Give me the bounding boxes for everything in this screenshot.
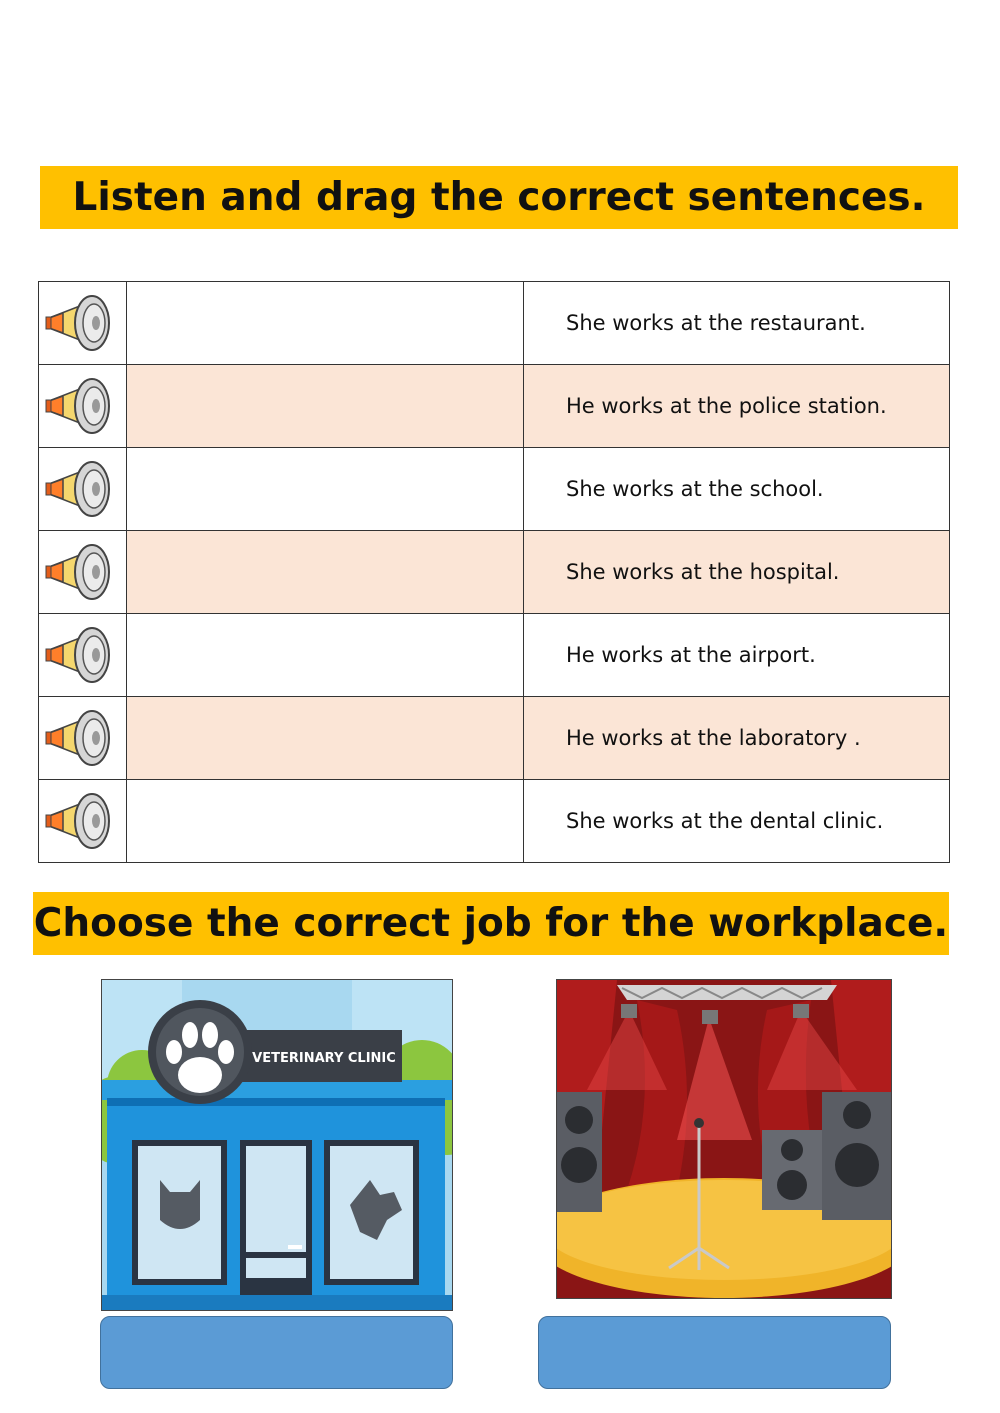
sentence-option[interactable]: She works at the school. <box>524 448 950 531</box>
audio-cell <box>39 780 127 863</box>
instruction-choose-text: Choose the correct job for the workplace. <box>33 901 949 946</box>
speaker-icon[interactable] <box>43 292 115 354</box>
answer-box-1[interactable] <box>100 1316 453 1389</box>
table-row <box>39 282 950 365</box>
speaker-icon[interactable] <box>43 375 115 437</box>
audio-cell <box>39 697 127 780</box>
vet-sign-text: VETERINARY CLINIC <box>252 1051 396 1066</box>
table-row <box>39 531 950 614</box>
sentence-option[interactable]: She works at the hospital. <box>524 531 950 614</box>
speaker-icon[interactable] <box>43 624 115 686</box>
drop-zone[interactable] <box>127 365 524 448</box>
speaker-icon[interactable] <box>43 458 115 520</box>
drop-zone[interactable] <box>127 531 524 614</box>
instruction-banner-choose <box>33 892 949 955</box>
table-row <box>39 697 950 780</box>
listening-table <box>38 281 950 863</box>
speaker-icon[interactable] <box>43 790 115 852</box>
drop-zone[interactable] <box>127 614 524 697</box>
speaker-icon[interactable] <box>43 707 115 769</box>
table-row <box>39 614 950 697</box>
audio-cell <box>39 282 127 365</box>
audio-cell <box>39 614 127 697</box>
drop-zone[interactable] <box>127 282 524 365</box>
drop-zone[interactable] <box>127 697 524 780</box>
audio-cell <box>39 365 127 448</box>
table-row <box>39 365 950 448</box>
audio-cell <box>39 531 127 614</box>
sentence-option[interactable]: He works at the police station. <box>524 365 950 448</box>
instruction-banner-listen <box>40 166 958 229</box>
sentence-option[interactable]: She works at the restaurant. <box>524 282 950 365</box>
sentence-option[interactable]: He works at the airport. <box>524 614 950 697</box>
veterinary-clinic-image <box>101 979 453 1311</box>
sentence-option[interactable]: He works at the laboratory . <box>524 697 950 780</box>
speaker-icon[interactable] <box>43 541 115 603</box>
audio-cell <box>39 448 127 531</box>
stage-image <box>556 979 892 1299</box>
instruction-listen-text: Listen and drag the correct sentences. <box>72 175 926 220</box>
drop-zone[interactable] <box>127 448 524 531</box>
drop-zone[interactable] <box>127 780 524 863</box>
table-row <box>39 448 950 531</box>
answer-box-2[interactable] <box>538 1316 891 1389</box>
table-row <box>39 780 950 863</box>
sentence-option[interactable]: She works at the dental clinic. <box>524 780 950 863</box>
